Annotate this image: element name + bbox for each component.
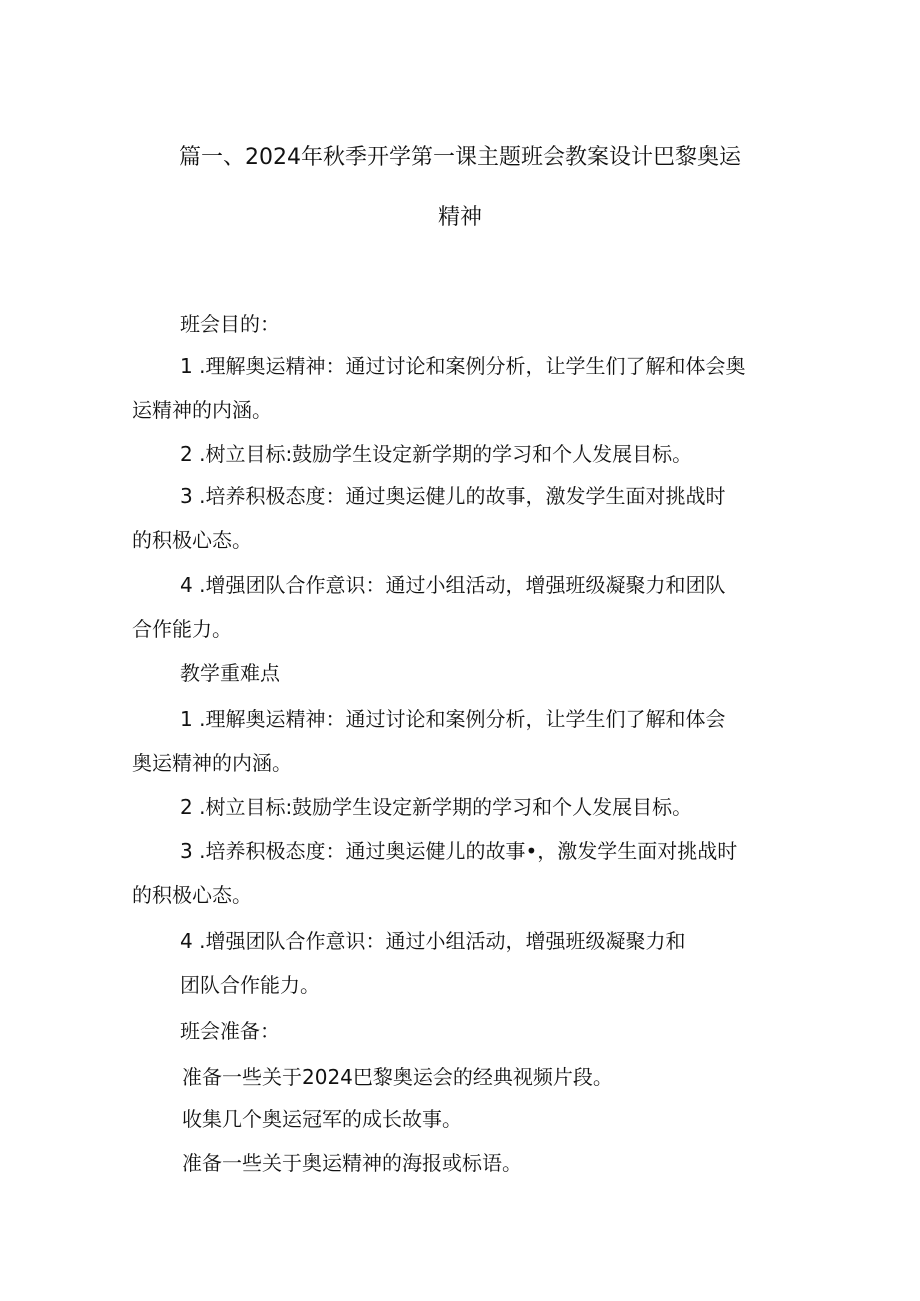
key-point-item-4-line-2: 团队合作能力。 xyxy=(180,973,320,997)
preparation-item-3: 准备一些关于奥运精神的海报或标语。 xyxy=(182,1151,522,1175)
goal-item-2: 2 .树立目标:鼓励学生设定新学期的学习和个人发展目标。 xyxy=(180,442,693,466)
goals-heading: 班会目的： xyxy=(180,312,280,336)
goal-item-1-line-2: 运精神的内涵。 xyxy=(132,398,272,422)
key-point-item-2: 2 .树立目标:鼓励学生设定新学期的学习和个人发展目标。 xyxy=(180,795,693,819)
document-title-line-2: 精神 xyxy=(437,205,482,230)
goal-item-1-line-1: 1 .理解奥运精神：通过讨论和案例分析，让学生们了解和体会奥 xyxy=(180,354,746,378)
goal-item-3-line-2: 的积极心态。 xyxy=(132,528,252,552)
goal-item-4-line-2: 合作能力。 xyxy=(132,617,232,641)
goal-item-4-line-1: 4 .增强团队合作意识：通过小组活动，增强班级凝聚力和团队 xyxy=(180,573,726,597)
goal-item-3-line-1: 3 .培养积极态度：通过奥运健儿的故事，激发学生面对挑战时 xyxy=(180,484,726,508)
preparation-item-2: 收集几个奥运冠军的成长故事。 xyxy=(182,1107,462,1131)
key-point-item-1-line-1: 1 .理解奥运精神：通过讨论和案例分析，让学生们了解和体会 xyxy=(180,707,726,731)
key-point-item-3-line-1: 3 .培养积极态度：通过奥运健儿的故事•，激发学生面对挑战时 xyxy=(180,839,738,863)
key-point-item-4-line-1: 4 .增强团队合作意识：通过小组活动，增强班级凝聚力和 xyxy=(180,929,686,953)
key-point-item-1-line-2: 奥运精神的内涵。 xyxy=(132,751,292,775)
preparation-item-1: 准备一些关于2024巴黎奥运会的经典视频片段。 xyxy=(182,1065,613,1089)
document-title-line-1: 篇一、2024年秋季开学第一课主题班会教案设计巴黎奥运 xyxy=(179,145,741,170)
key-point-item-3-line-2: 的积极心态。 xyxy=(132,883,252,907)
key-points-heading: 教学重难点 xyxy=(180,661,280,685)
preparation-heading: 班会准备： xyxy=(180,1019,280,1043)
